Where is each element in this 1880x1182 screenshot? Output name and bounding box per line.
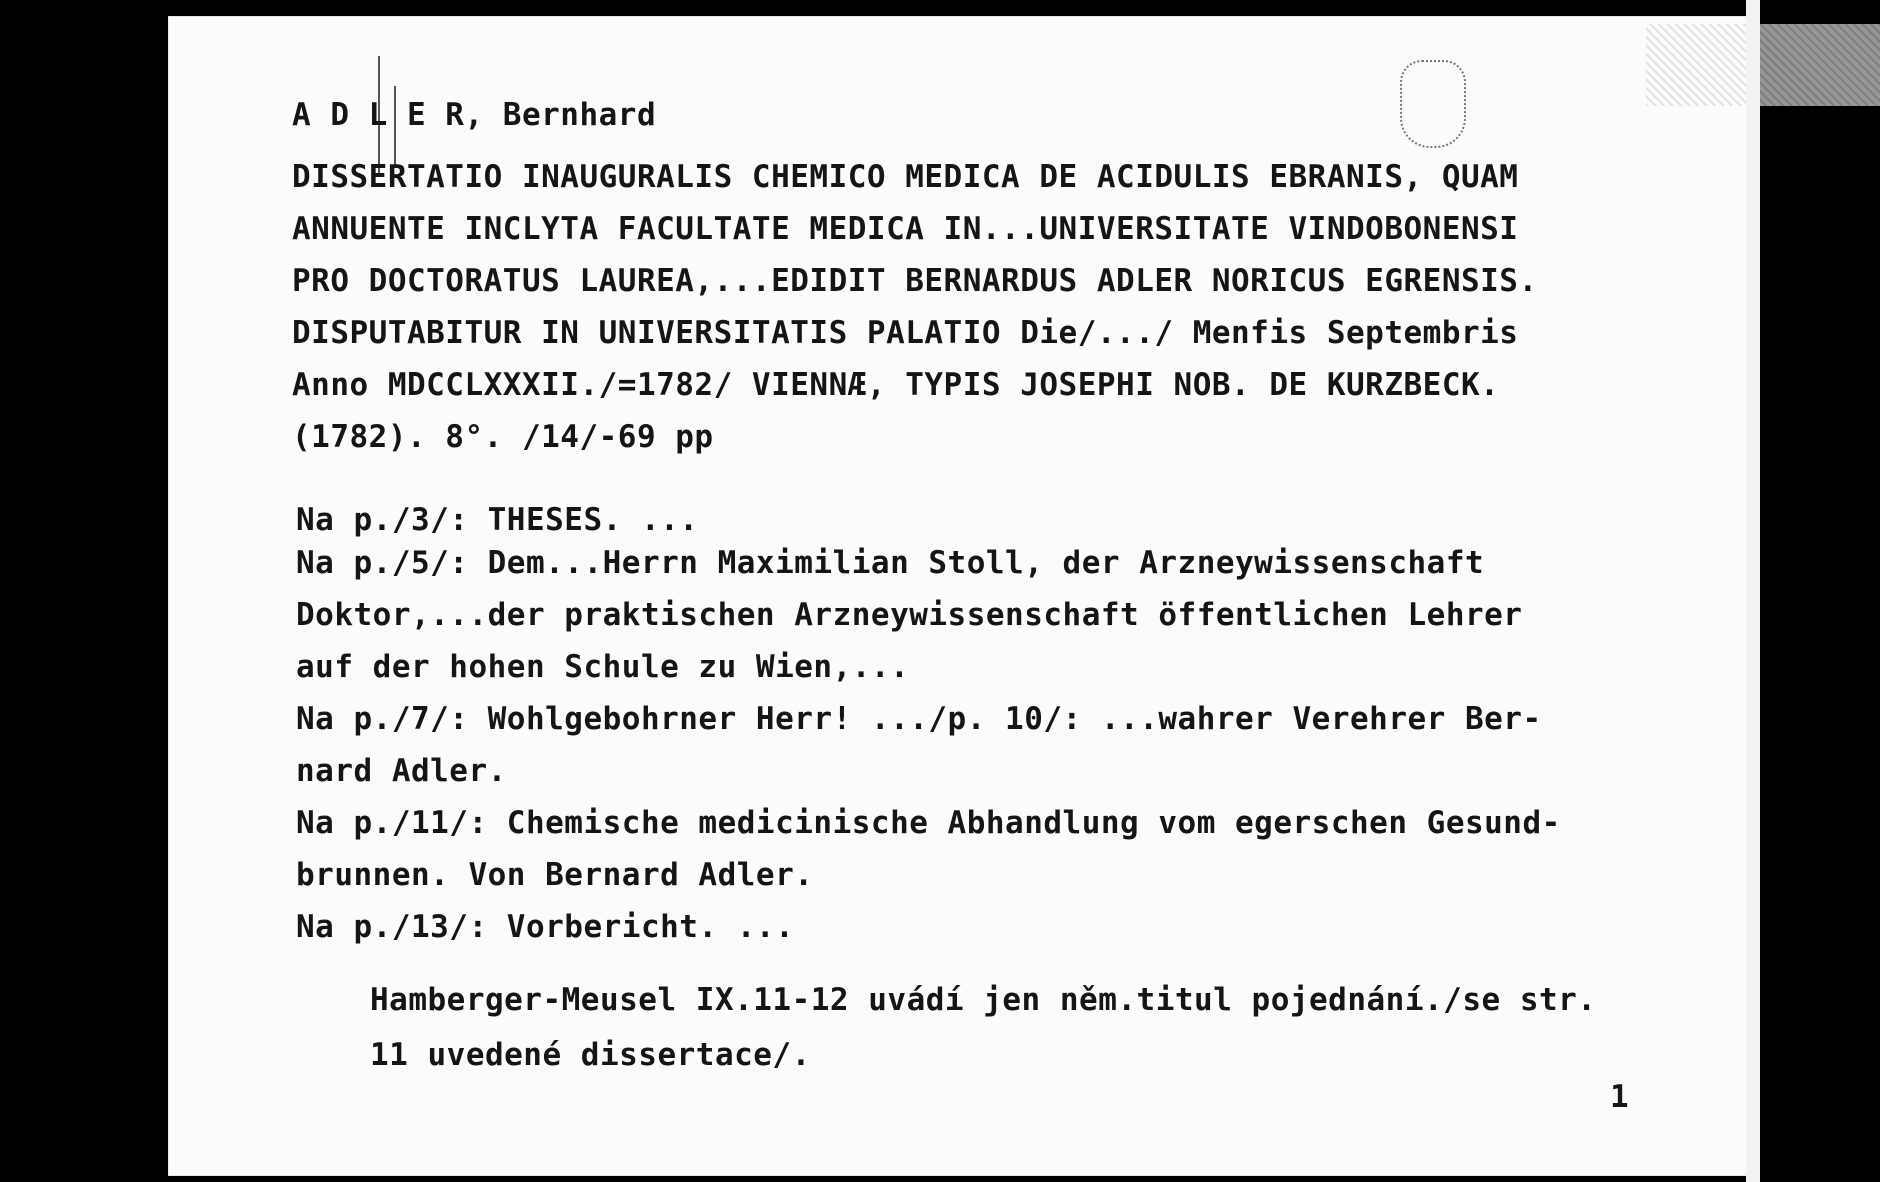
note-line: nard Adler. xyxy=(296,753,507,789)
note-line: Na p./3/: THESES. ... xyxy=(296,502,699,538)
note-line: Na p./5/: Dem...Herrn Maximilian Stoll, der Arzneywissenschaft xyxy=(296,545,1485,581)
note-line: Na p./11/: Chemische medicinische Abhandlung vom egerschen Gesund- xyxy=(296,805,1561,841)
card-header: A D L E R, Bernhard xyxy=(292,97,657,133)
ink-blot xyxy=(1400,60,1466,148)
note-line: auf der hohen Schule zu Wien,... xyxy=(296,649,910,685)
card-edge xyxy=(1746,0,1760,1182)
remark-line: 11 uvedené dissertace/. xyxy=(370,1037,811,1073)
note-line: Na p./13/: Vorbericht. ... xyxy=(296,909,795,945)
note-line: Doktor,...der praktischen Arzneywissenschaft öffentlichen Lehrer xyxy=(296,597,1523,633)
title-line: (1782). 8°. /14/-69 pp xyxy=(292,419,714,455)
note-line: brunnen. Von Bernard Adler. xyxy=(296,857,814,893)
note-line: Na p./7/: Wohlgebohrner Herr! .../p. 10/: ...wahrer Verehrer Ber- xyxy=(296,701,1542,737)
scan-noise xyxy=(1646,24,1880,106)
page-number: 1 xyxy=(1610,1079,1630,1115)
title-line: PRO DOCTORATUS LAUREA,...EDIDIT BERNARDUS ADLER NORICUS EGRENSIS. xyxy=(292,263,1538,299)
title-line: Anno MDCCLXXXII./=1782/ VIENNÆ, TYPIS JOSEPHI NOB. DE KURZBECK. xyxy=(292,367,1500,403)
title-line: DISSERTATIO INAUGURALIS CHEMICO MEDICA DE ACIDULIS EBRANIS, QUAM xyxy=(292,159,1519,195)
title-line: ANNUENTE INCLYTA FACULTATE MEDICA IN...UNIVERSITATE VINDOBONENSI xyxy=(292,211,1519,247)
remark-line: Hamberger-Meusel IX.11-12 uvádí jen něm.titul pojednání./se str. xyxy=(370,982,1597,1018)
title-line: DISPUTABITUR IN UNIVERSITATIS PALATIO Die/.../ Menfis Septembris xyxy=(292,315,1519,351)
